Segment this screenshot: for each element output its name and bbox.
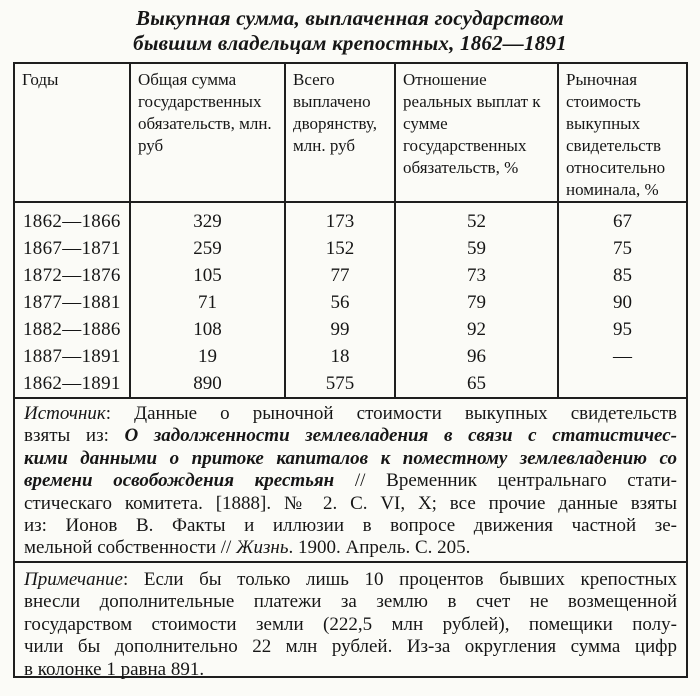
value-cell: 75 <box>613 237 632 259</box>
note-line <box>24 614 677 636</box>
table-row <box>15 262 686 289</box>
table-row <box>15 235 686 262</box>
table-row <box>15 343 686 370</box>
value-cell: 92 <box>395 316 558 343</box>
source-line <box>24 448 677 470</box>
source-segment: кими данными о притоке капиталов к поместному землевладению со <box>24 447 677 469</box>
source-segment: Источник <box>24 403 106 424</box>
value-cell: 90 <box>613 291 632 313</box>
year-cell: 1872—1876 <box>15 262 130 289</box>
value-cell: 79 <box>395 289 558 316</box>
source-line <box>24 403 677 425</box>
value-cell: 108 <box>130 316 285 343</box>
note-segment: в колонке 1 равна 891. <box>24 658 205 680</box>
statistics-table <box>15 64 686 397</box>
source-segment: стическаго комитета. [1888]. № 2. С. VI, X; все прочие данные взяты <box>24 492 677 514</box>
value-cell: 71 <box>130 289 285 316</box>
value-cell: 259 <box>130 235 285 262</box>
year-cell: 1867—1871 <box>15 235 130 262</box>
value-cell <box>558 370 686 397</box>
value-cell: 105 <box>130 262 285 289</box>
note-line <box>24 591 677 613</box>
document-title <box>0 6 700 56</box>
column-header: Отношение реальных выплат к сумме государственных обязательств, % <box>395 64 558 202</box>
note-line <box>24 636 677 658</box>
year-cell: 1862—1866 <box>15 202 130 235</box>
title-line-2: бывшим владельцам крепостных, 1862—1891 <box>133 31 567 55</box>
value-cell: 99 <box>285 316 395 343</box>
source-segment: // Временник центральнаго стати- <box>334 470 677 492</box>
value-cell: 152 <box>285 235 395 262</box>
source-segment: взяты из: <box>24 425 125 447</box>
source-line <box>24 470 677 492</box>
value-cell: 67 <box>613 210 632 232</box>
note-segment: Примечание <box>24 569 123 590</box>
value-cell: 575 <box>285 370 395 397</box>
value-cell: 173 <box>285 202 395 235</box>
value-cell: 59 <box>395 235 558 262</box>
title-line-1: Выкупная сумма, выплаченная государством <box>135 6 564 30</box>
column-header: Годы <box>15 64 130 202</box>
source-line <box>24 537 677 559</box>
year-cell: 1877—1881 <box>15 289 130 316</box>
column-header: Общая сумма государственных обязательств, млн. руб <box>130 64 285 202</box>
column-header: Всего выплачено дворянству, млн. руб <box>285 64 395 202</box>
value-cell: 18 <box>285 343 395 370</box>
source-section <box>15 397 686 561</box>
note-segment: чили бы дополнительно 22 млн рублей. Из-за округления сумма цифр <box>24 636 677 658</box>
table-frame <box>13 62 688 678</box>
source-segment: из: Ионов В. Факты и иллюзии в вопросе движения частной зе- <box>24 515 677 537</box>
value-cell: 95 <box>613 318 632 340</box>
year-cell: 1887—1891 <box>15 343 130 370</box>
note-line <box>24 569 677 591</box>
source-segment: Жизнь <box>236 537 289 559</box>
value-cell: 73 <box>395 262 558 289</box>
source-line <box>24 425 677 447</box>
value-cell: 56 <box>285 289 395 316</box>
table-header-row <box>15 64 686 202</box>
note-segment: : Если бы только лишь 10 процентов бывших крепостных <box>122 569 677 590</box>
note-segment: внесли дополнительные платежи за землю в счет не возмещенной <box>24 591 677 613</box>
value-cell: 96 <box>395 343 558 370</box>
table-row <box>15 202 686 235</box>
year-cell: 1862—1891 <box>15 370 130 397</box>
table-row <box>15 316 686 343</box>
year-cell: 1882—1886 <box>15 316 130 343</box>
source-segment: . 1900. Апрель. С. 205. <box>288 537 471 559</box>
value-cell: 77 <box>285 262 395 289</box>
note-segment: государством стоимости земли (222,5 млн рублей), помещики полу- <box>24 613 677 635</box>
table-row <box>15 370 686 397</box>
value-cell: 19 <box>130 343 285 370</box>
source-line <box>24 515 677 537</box>
source-segment: времени освобождения крестьян <box>24 470 335 492</box>
note-section <box>15 561 686 689</box>
value-cell: 65 <box>395 370 558 397</box>
note-line <box>24 659 677 681</box>
table-row <box>15 289 686 316</box>
value-cell: — <box>613 345 632 367</box>
column-header: Рыночная стоимость выкупных свидетельств относительно номинала, % <box>558 64 686 202</box>
value-cell: 890 <box>130 370 285 397</box>
value-cell: 329 <box>130 202 285 235</box>
source-segment: мельной собственности // <box>24 537 237 559</box>
value-cell: 85 <box>613 264 632 286</box>
source-segment: О задолженности землевладения в связи с статистичес- <box>124 425 677 447</box>
source-line <box>24 493 677 515</box>
source-segment: : Данные о рыночной стоимости выкупных свидетельств <box>105 403 677 424</box>
value-cell: 52 <box>395 202 558 235</box>
